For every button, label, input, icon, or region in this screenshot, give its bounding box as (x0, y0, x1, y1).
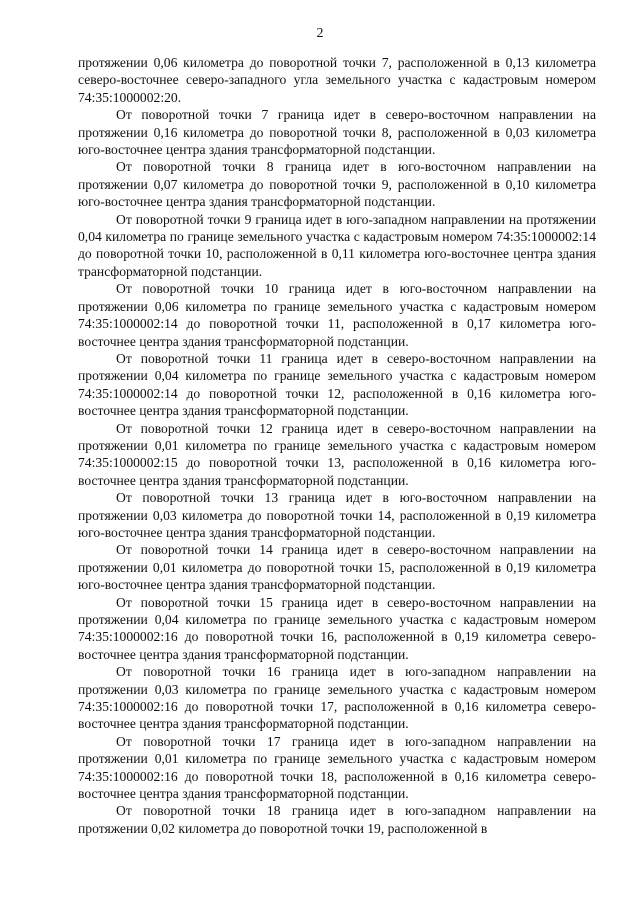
paragraph: От поворотной точки 14 граница идет в северо-восточном направлении на протяжении 0,01 километра до поворотной точки 15, расположенной в 0,19 километра юго-восточнее центра здания трансформаторной подстанции. (78, 542, 596, 593)
paragraph: От поворотной точки 18 граница идет в юго-западном направлении на протяжении 0,02 километра до поворотной точки 19, расположенной в (78, 803, 596, 836)
paragraph: От поворотной точки 13 граница идет в юго-восточном направлении на протяжении 0,03 километра до поворотной точки 14, расположенной в 0,19 километра юго-восточнее центра здания трансформаторной подстанции. (78, 490, 596, 540)
page-number: 2 (316, 26, 324, 41)
paragraph: От поворотной точки 10 граница идет в юго-восточном направлении на протяжении 0,06 километра по границе земельного участка с кадастровым номером 74:35:1000002:14 до поворотной точки 11, расположенной в 0,17 километра юго-восточнее центра здания трансформаторной подстанции. (78, 281, 596, 349)
paragraph: От поворотной точки 7 граница идет в северо-восточном направлении на протяжении 0,16 километра до поворотной точки 8, расположенной в 0,03 километра юго-восточнее центра здания трансформаторной подстанции. (78, 107, 596, 158)
paragraph: От поворотной точки 9 граница идет в юго-западном направлении на протяжении 0,04 километра по границе земельного участка с кадастровым номером 74:35:1000002:14 до поворотной точки 10, расположенной в 0,11 километра юго-восточнее центра здания трансформаторной подстанции. (78, 211, 596, 279)
paragraph: протяжении 0,06 километра до поворотной точки 7, расположенной в 0,13 километра северо-восточнее северо-западного угла земельного участка с кадастровым номером 74:35:1000002:20. (78, 55, 596, 105)
document-body (78, 54, 596, 837)
paragraph: От поворотной точки 11 граница идет в северо-восточном направлении на протяжении 0,04 километра по границе земельного участка с кадастровым номером 74:35:1000002:14 до поворотной точки 12, расположенной в 0,16 километра юго-восточнее центра здания трансформаторной подстанции. (78, 350, 596, 419)
paragraph: От поворотной точки 15 граница идет в северо-восточном направлении на протяжении 0,04 километра по границе земельного участка с кадастровым номером 74:35:1000002:16 до поворотной точки 16, расположенной в 0,19 километра северо-восточнее центра здания трансформаторной подстанции. (78, 594, 596, 662)
paragraph: От поворотной точки 8 граница идет в юго-восточном направлении на протяжении 0,07 километра до поворотной точки 9, расположенной в 0,10 километра юго-восточнее центра здания трансформаторной подстанции. (78, 159, 596, 210)
paragraph: От поворотной точки 12 граница идет в северо-восточном направлении на протяжении 0,01 километра по границе земельного участка с кадастровым номером 74:35:1000002:15 до поворотной точки 13, расположенной в 0,16 километра юго-восточнее центра здания трансформаторной подстанции. (78, 420, 596, 488)
paragraph: От поворотной точки 16 граница идет в юго-западном направлении на протяжении 0,03 километра по границе земельного участка с кадастровым номером 74:35:1000002:16 до поворотной точки 17, расположенной в 0,16 километра северо-восточнее центра здания трансформаторной подстанции. (78, 664, 596, 732)
paragraph: От поворотной точки 17 граница идет в юго-западном направлении на протяжении 0,01 километра по границе земельного участка с кадастровым номером 74:35:1000002:16 до поворотной точки 18, расположенной в 0,16 километра северо-восточнее центра здания трансформаторной подстанции. (78, 733, 596, 802)
